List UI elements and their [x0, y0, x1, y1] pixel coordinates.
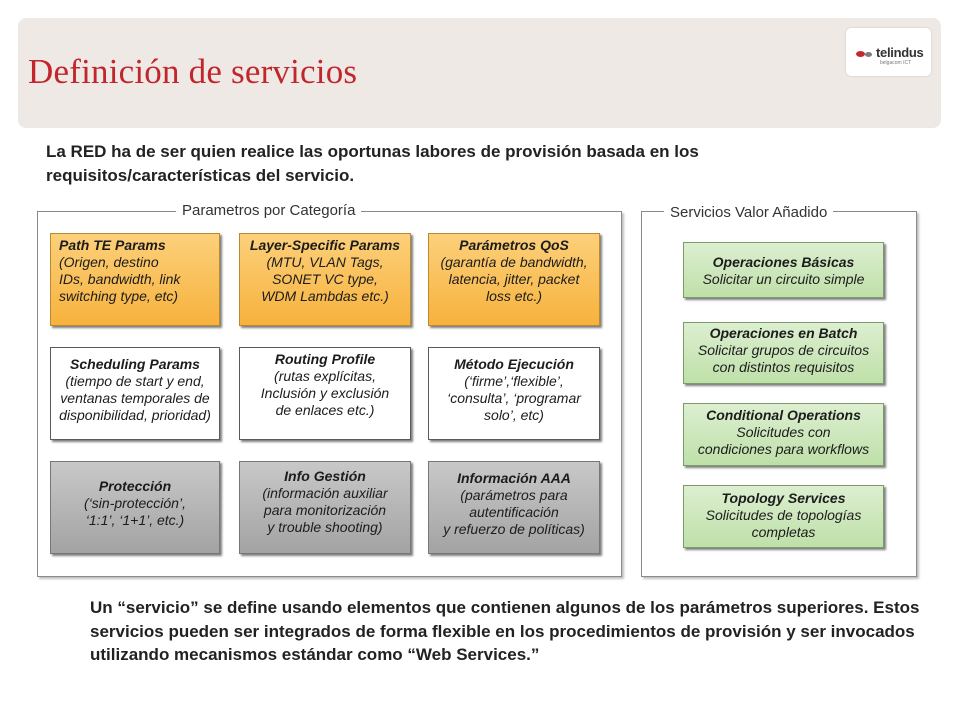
service-box-basic-operations	[683, 242, 884, 298]
param-box-title: Método Ejecución	[454, 356, 574, 372]
intro-text: La RED ha de ser quien realice las oportunas labores de provisión basada en los requisitos/características del servicio.	[46, 142, 699, 185]
param-box-desc: (garantía de bandwidth, latencia, jitter, packet loss etc.)	[440, 254, 588, 304]
service-box-batch-operations	[683, 322, 884, 384]
param-box-title: Parámetros QoS	[459, 237, 569, 253]
param-box-title: Path TE Params	[59, 237, 166, 253]
param-box-desc: (parámetros para autentificación y refuerzo de políticas)	[443, 487, 585, 537]
logo-name: telindus	[876, 45, 924, 60]
service-box-title: Operaciones Básicas	[712, 254, 855, 270]
value-added-services-panel-label: Servicios Valor Añadido	[664, 204, 833, 221]
telindus-logo	[846, 28, 931, 76]
param-box-desc: (información auxiliar para monitorización y trouble shooting)	[262, 485, 388, 535]
service-box-desc: Solicitar un circuito simple	[702, 271, 865, 287]
param-box-title: Información AAA	[457, 470, 571, 486]
param-box-desc: (Origen, destino IDs, bandwidth, link switching type, etc)	[59, 254, 181, 304]
parameters-panel-label: Parametros por Categoría	[176, 202, 361, 219]
param-box-desc: (tiempo de start y end, ventanas temporales de disponibilidad, prioridad)	[59, 373, 211, 423]
param-box-aaa-info	[428, 461, 600, 554]
service-box-title: Topology Services	[721, 490, 846, 506]
service-box-desc: Solicitar grupos de circuitos con distintos requisitos	[697, 342, 870, 375]
param-box-title: Routing Profile	[274, 351, 376, 367]
param-box-desc: (rutas explícitas, Inclusión y exclusión de enlaces etc.)	[260, 368, 390, 418]
service-box-desc: Solicitudes de topologías completas	[705, 507, 862, 540]
logo-gray-dot-icon	[865, 52, 872, 57]
param-box-title: Protección	[98, 478, 172, 494]
logo-red-dot-icon	[856, 51, 865, 57]
service-box-title: Operaciones en Batch	[709, 325, 858, 341]
logo-subtitle: belgacom ICT	[880, 60, 912, 66]
service-box-title: Conditional Operations	[706, 407, 861, 423]
param-box-title: Layer-Specific Params	[249, 237, 401, 253]
service-box-desc: Solicitudes con condiciones para workflows	[697, 424, 870, 457]
param-box-desc: (‘firme’,‘flexible’, ‘consulta’, ‘programar solo’, etc)	[447, 373, 581, 423]
param-box-desc: (‘sin-protección’, ‘1:1’, ‘1+1’, etc.)	[84, 495, 186, 528]
param-box-desc: (MTU, VLAN Tags, SONET VC type, WDM Lambdas etc.)	[261, 254, 389, 304]
param-box-scheduling	[50, 347, 220, 440]
param-box-layer-specific	[239, 233, 411, 326]
param-box-management-info	[239, 461, 411, 554]
outro-text: Un “servicio” se define usando elementos que contienen algunos de los parámetros superiores. Estos servicios pueden ser integrados de forma flexible en los procedimientos de provisión y ser invocados utilizando mecanismos estándar como “Web Services.”	[90, 598, 920, 664]
param-box-title: Info Gestión	[284, 468, 366, 484]
param-box-title: Scheduling Params	[70, 356, 200, 372]
service-box-conditional-operations	[683, 403, 884, 466]
param-box-routing-profile	[239, 347, 411, 440]
param-box-protection	[50, 461, 220, 554]
param-box-qos	[428, 233, 600, 326]
param-box-execution-method	[428, 347, 600, 440]
service-box-topology-services	[683, 485, 884, 548]
param-box-path-te	[50, 233, 220, 326]
slide-title: Definición de servicios	[28, 52, 358, 91]
